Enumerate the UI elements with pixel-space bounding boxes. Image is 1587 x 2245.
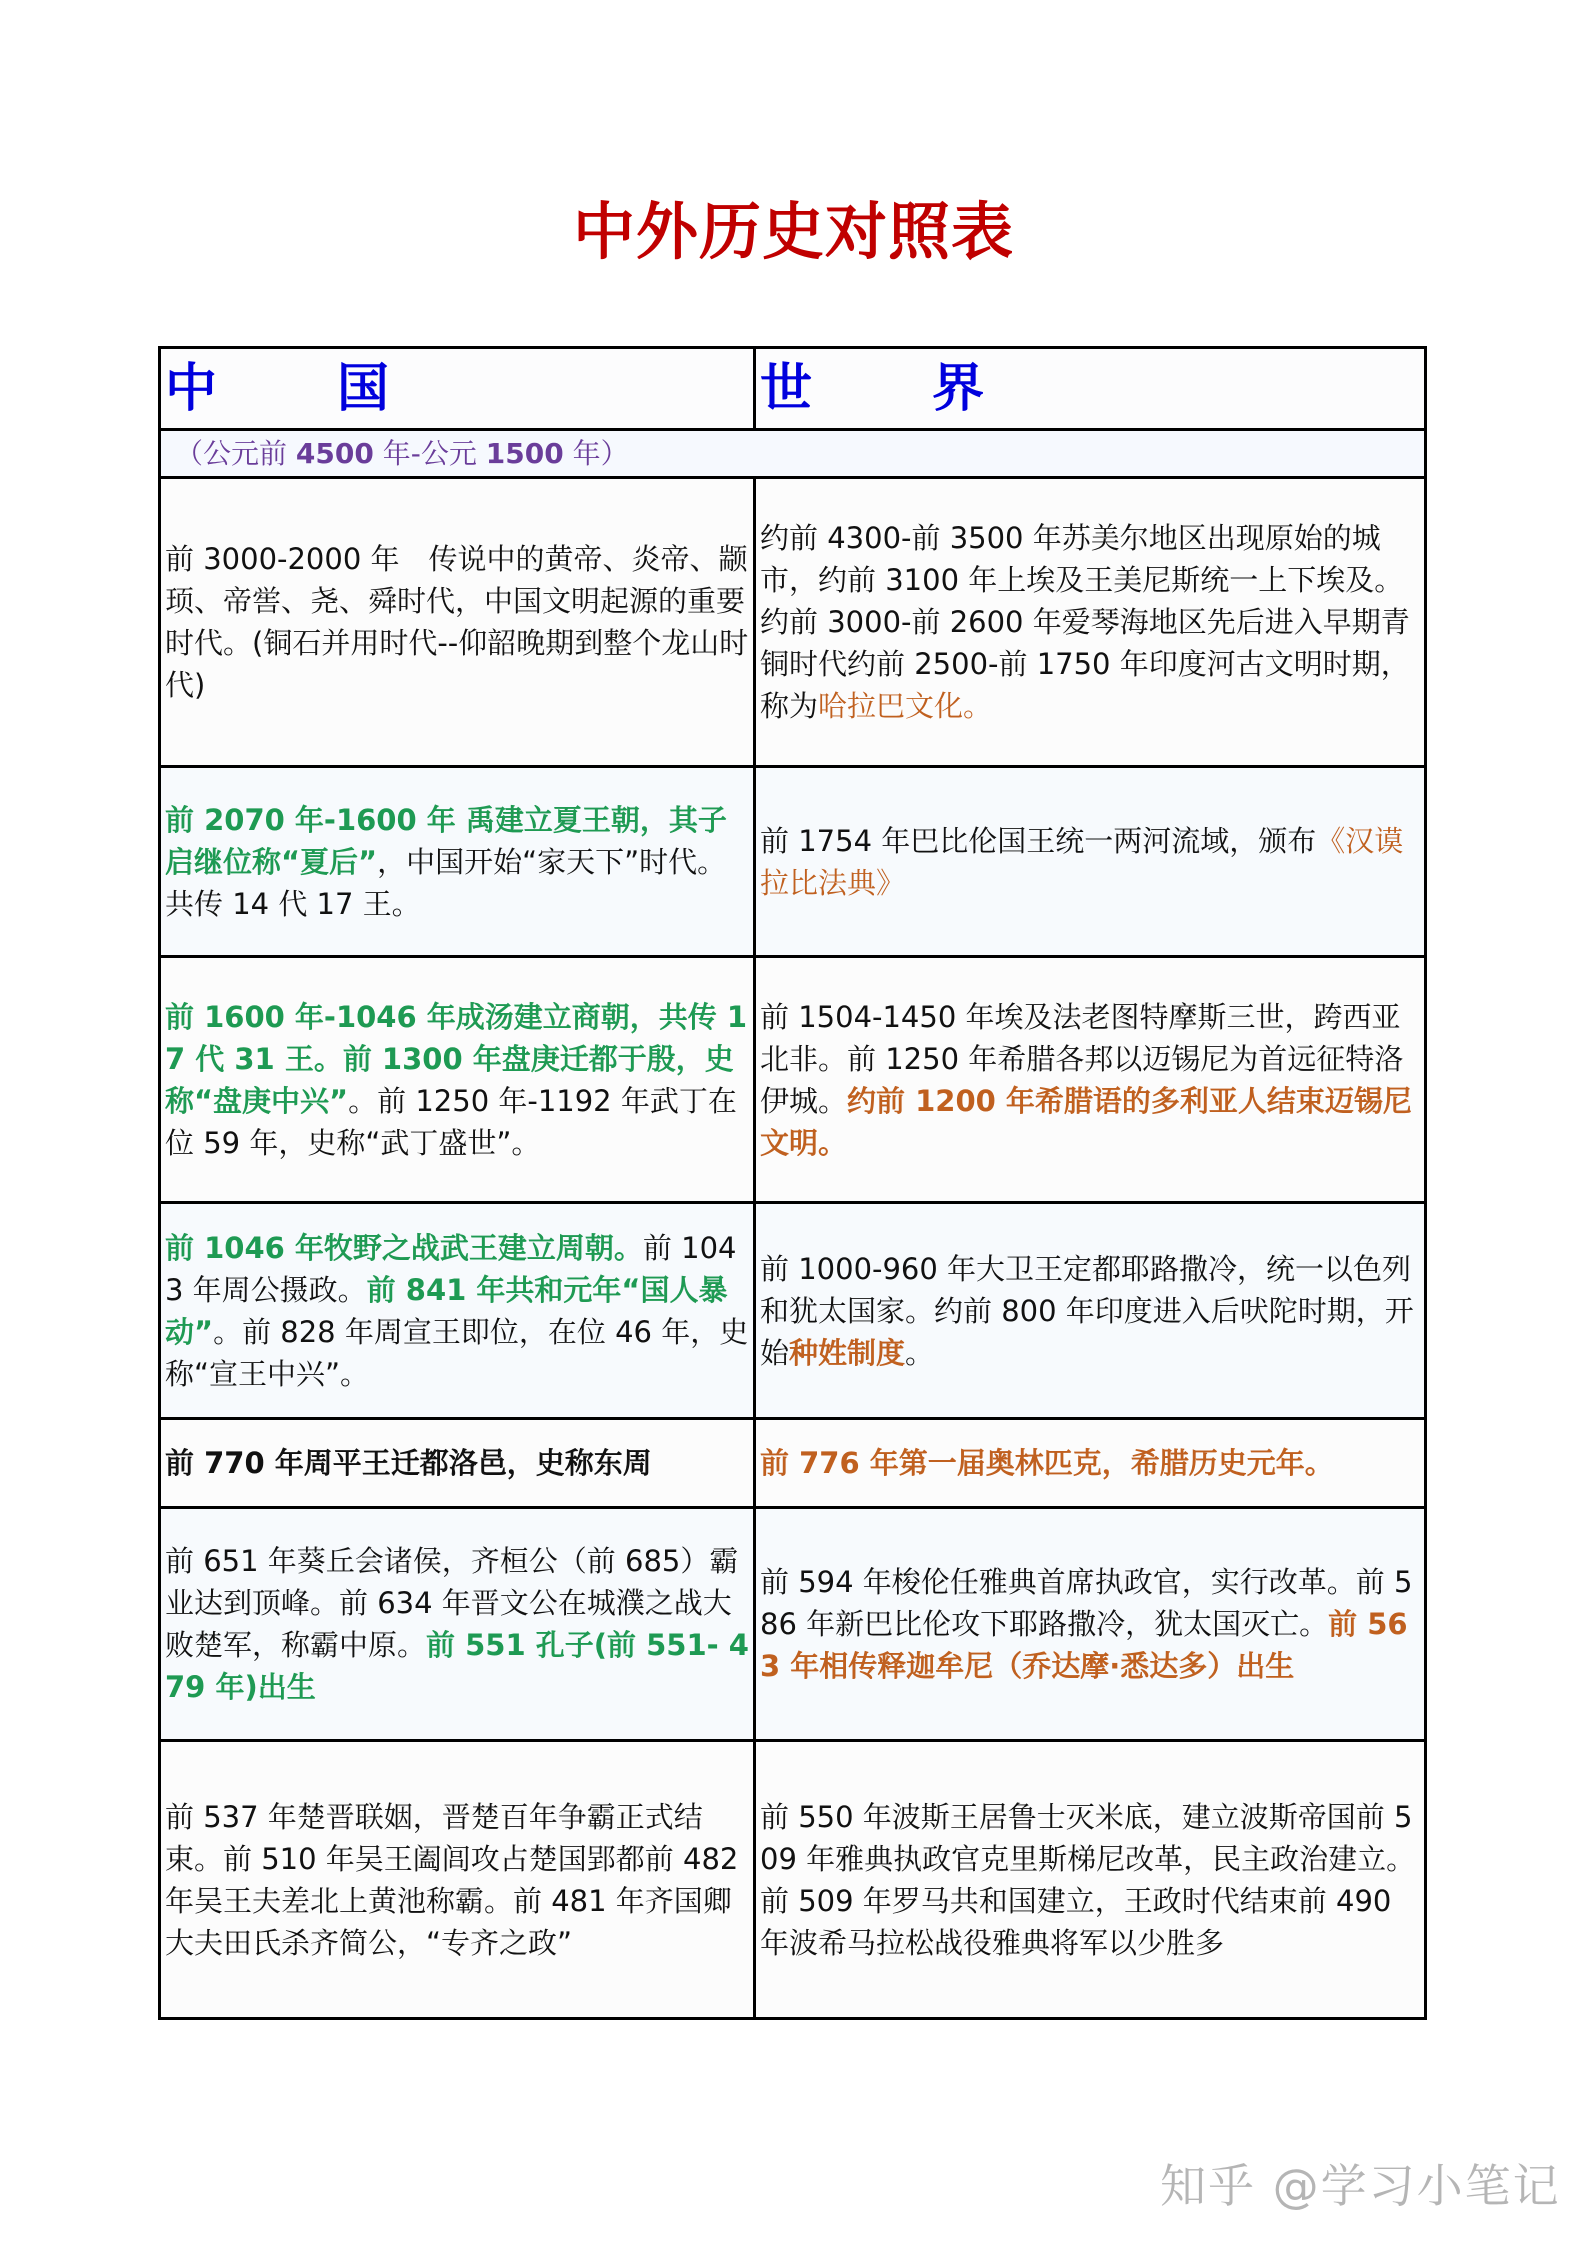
- cell-text-segment: 前 1600 年-1046 年成汤建立商朝，共传 17 代 31 王。前 1300 年盘庚迁都于殷，史称“盘庚中兴”: [165, 999, 748, 1118]
- table-row: [160, 478, 1426, 767]
- cell-text-segment: 前 594 年梭伦任雅典首席执政官，实行改革。前 586 年新巴比伦攻下耶路撒冷，犹太国灭亡。: [760, 1565, 1413, 1641]
- cell-text-segment: 前 550 年波斯王居鲁士灭米底，建立波斯帝国前 509 年雅典执政官克里斯梯尼改革，民主政治建立。前 509 年罗马共和国建立，王政时代结束前 490 年波希马拉松战役雅典将军以少胜多: [760, 1799, 1416, 1960]
- table-row: [160, 957, 1426, 1203]
- world-cell: [755, 1508, 1426, 1741]
- china-cell: [160, 1419, 755, 1508]
- cell-text-segment: 。前 1250 年-1192 年武丁在位 59 年，史称“武丁盛世”。: [165, 1083, 737, 1160]
- world-cell: [755, 1741, 1426, 2019]
- cell-text-segment: 前 2070 年-1600 年 禹建立夏王朝，其子启继位称“夏后”: [165, 802, 727, 879]
- china-cell: [160, 1508, 755, 1741]
- period-open: （公元前: [175, 436, 296, 470]
- cell-text-segment: 前 537 年楚晋联姻，晋楚百年争霸正式结束。前 510 年吴王阖闾攻占楚国郢都前 482 年吴王夫差北上黄池称霸。前 481 年齐国卿大夫田氏杀齐简公，“专齐之政”: [165, 1799, 739, 1960]
- header-world-char-2: 界: [932, 357, 985, 419]
- watermark: 知乎 @学习小笔记: [1160, 2159, 1561, 2213]
- header-china: [160, 348, 755, 430]
- cell-text-segment: 前 551 孔子(前 551- 479 年)出生: [165, 1628, 749, 1704]
- header-china-char-2: 国: [337, 357, 390, 419]
- header-world: [755, 348, 1426, 430]
- table-row: [160, 767, 1426, 957]
- cell-text-segment: 前 563 年相传释迦牟尼（乔达摩·悉达多）出生: [760, 1607, 1408, 1683]
- table-header-row: [160, 348, 1426, 430]
- world-cell: [755, 957, 1426, 1203]
- header-world-char-1: 世: [760, 357, 813, 419]
- cell-text-segment: 种姓制度: [789, 1335, 906, 1370]
- table-row: [160, 1419, 1426, 1508]
- cell-text-segment: 约前 4300-前 3500 年苏美尔地区出现原始的城市，约前 3100 年上埃及王美尼斯统一上下埃及。约前 3000-前 2600 年爱琴海地区先后进入早期青铜时代约前 2500-前 1750 年印度河古文明时期，称为: [760, 521, 1410, 723]
- cell-text-segment: 前 3000-2000 年 传说中的黄帝、炎帝、颛顼、帝喾、尧、舜时代，中国文明起源的重要时代。(铜石并用时代--仰韶晚期到整个龙山时代): [165, 542, 749, 702]
- cell-text-segment: 前 651 年葵丘会诸侯，齐桓公（前 685）霸业达到顶峰。前 634 年晋文公在城濮之战大败楚军，称霸中原。: [165, 1544, 739, 1662]
- cell-text-segment: 前 1754 年巴比伦国王统一两河流域，颁布: [760, 823, 1317, 858]
- period-mid: 年-公元: [373, 436, 486, 470]
- table-row: [160, 1203, 1426, 1419]
- cell-text-segment: 前 1504-1450 年埃及法老图特摩斯三世，跨西亚北非。前 1250 年希腊各邦以迈锡尼为首远征特洛伊城。: [760, 999, 1404, 1118]
- china-cell: [160, 767, 755, 957]
- page-title: 中外历史对照表: [572, 195, 1014, 268]
- cell-text-segment: 《汉谟拉比法典》: [760, 823, 1404, 900]
- table-row: [160, 1741, 1426, 2019]
- cell-text-segment: 前 841 年共和元年“国人暴动”: [165, 1272, 728, 1349]
- china-cell: [160, 478, 755, 767]
- world-cell: [755, 478, 1426, 767]
- cell-text-segment: 。: [905, 1335, 935, 1370]
- period-close: 年）: [563, 436, 629, 470]
- period-label: [160, 430, 1426, 478]
- cell-text-segment: ，中国开始“家天下”时代。共传 14 代 17 王。: [165, 844, 727, 921]
- history-comparison-table: [158, 346, 1427, 2020]
- cell-text-segment: 哈拉巴文化。: [818, 689, 993, 723]
- world-cell: [755, 1419, 1426, 1508]
- cell-text-segment: 前 1000-960 年大卫王定都耶路撒冷，统一以色列和犹太国家。约前 800 年印度进入后吠陀时期，开始: [760, 1251, 1414, 1370]
- cell-text-segment: 前 776 年第一届奥林匹克，希腊历史元年。: [760, 1446, 1334, 1480]
- china-cell: [160, 1741, 755, 2019]
- cell-text-segment: 前 1046 年牧野之战武王建立周朝。: [165, 1230, 643, 1265]
- period-start-year: 4500: [295, 436, 374, 470]
- table-row: [160, 1508, 1426, 1741]
- world-cell: [755, 1203, 1426, 1419]
- cell-text-segment: 前 770 年周平王迁都洛邑，史称东周: [165, 1446, 652, 1480]
- cell-text-segment: 约前 1200 年希腊语的多利亚人结束迈锡尼文明。: [760, 1083, 1412, 1160]
- period-row: [160, 430, 1426, 478]
- cell-text-segment: 。前 828 年周宣王即位，在位 46 年，史称“宣王中兴”。: [165, 1314, 749, 1391]
- world-cell: [755, 767, 1426, 957]
- cell-text-segment: 前 1043 年周公摄政。: [165, 1230, 737, 1307]
- china-cell: [160, 957, 755, 1203]
- period-end-year: 1500: [485, 436, 564, 470]
- header-china-char-1: 中: [165, 357, 218, 419]
- china-cell: [160, 1203, 755, 1419]
